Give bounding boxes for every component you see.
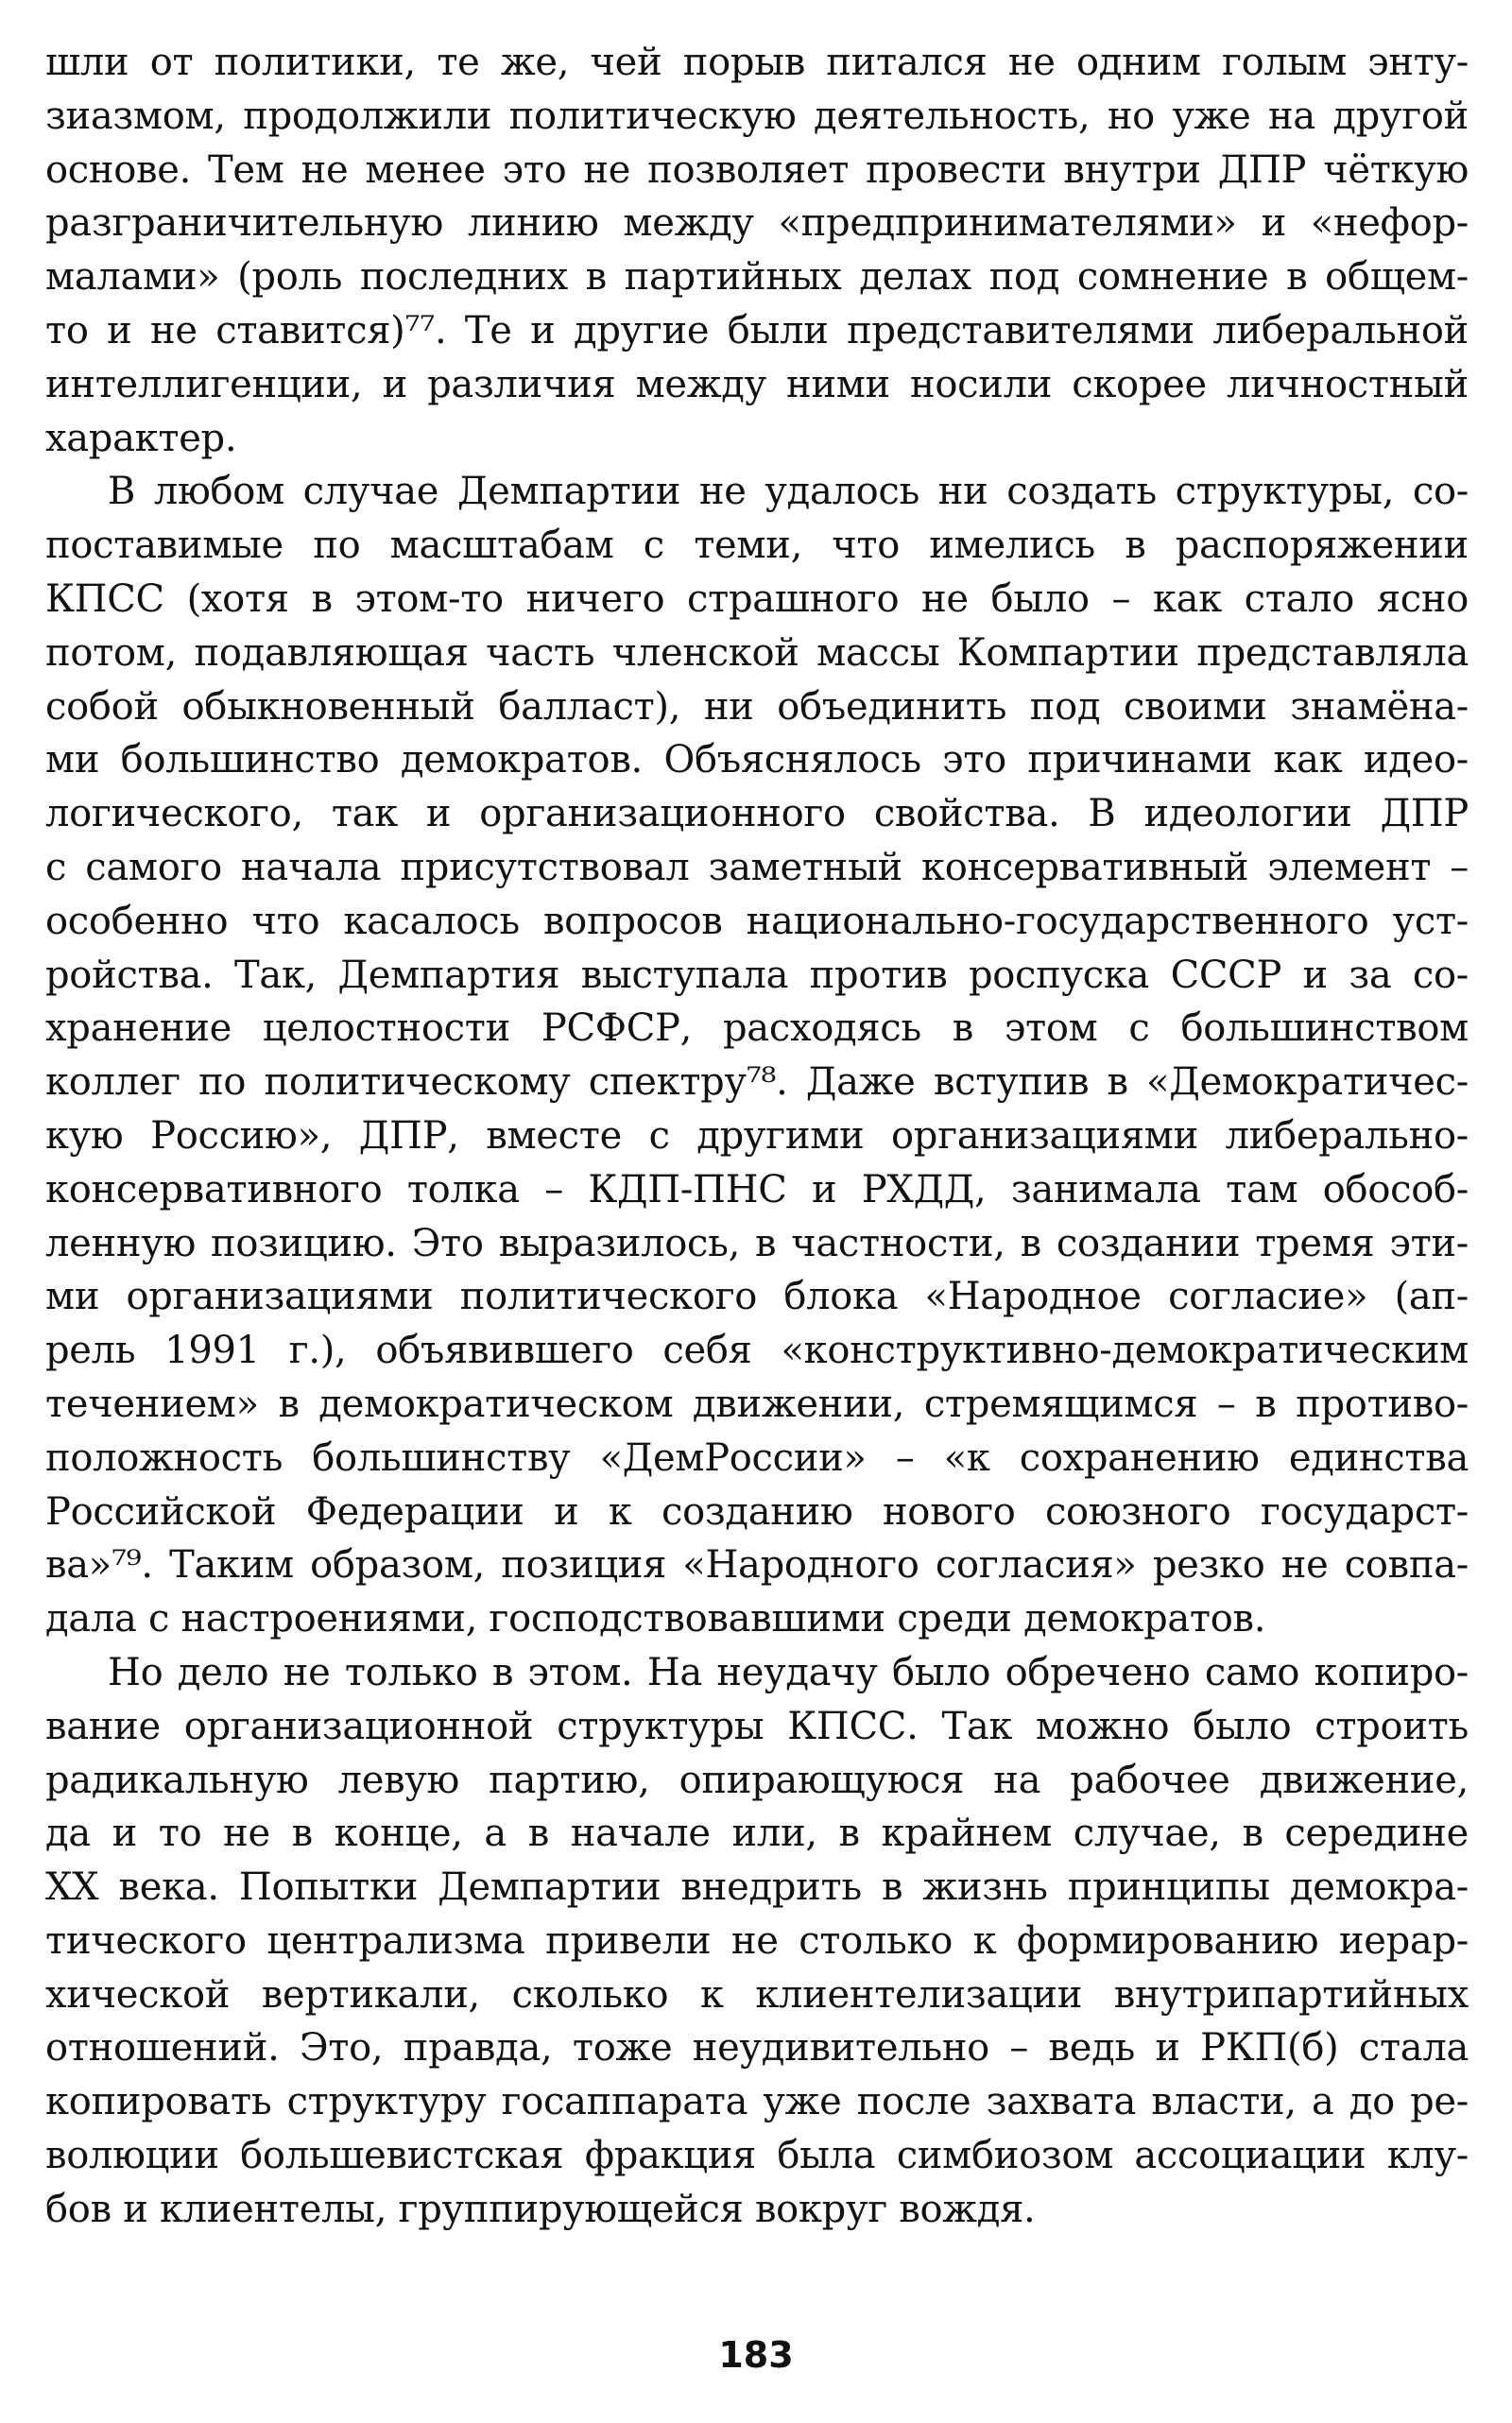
text-line: волюции большевистская фракция была симбиозом ассоциации клу- [45, 2134, 1469, 2178]
text-line: потом, подавляющая часть членской массы Компартии представляла [45, 630, 1469, 675]
text-line: бов и клиентелы, группирующейся вокруг вождя. [45, 2187, 1036, 2231]
text-line: с самого начала присутствовал заметный консервативный элемент – [45, 845, 1469, 889]
text-line: коллег по политическому спектру⁷⁸. Даже вступив в «Демократичес- [45, 1060, 1469, 1105]
text-line: тического централизма привели не столько к формированию иерар- [45, 1918, 1469, 1963]
text-line: В любом случае Демпартии не удалось ни создать структуры, со- [108, 470, 1469, 514]
paragraph [45, 465, 1469, 1646]
text-line: ми организациями политического блока «Народное согласие» (ап- [45, 1275, 1469, 1319]
text-line: особенно что касалось вопросов национально-государственного уст- [45, 899, 1469, 943]
text-line: вание организационной структуры КПСС. Так можно было строить [45, 1704, 1469, 1748]
text-line: ми большинство демократов. Объяснялось это причинами как идео- [45, 738, 1469, 782]
text-line: разграничительную линию между «предпринимателями» и «нефор- [45, 201, 1469, 246]
text-line: рель 1991 г.), объявившего себя «конструктивно-демократическим [45, 1329, 1469, 1373]
text-line: КПСС (хотя в этом-то ничего страшного не было – как стало ясно [45, 576, 1469, 621]
text-line: зиазмом, продолжили политическую деятельность, но уже на другой [45, 94, 1469, 138]
text-line: XX века. Попытки Демпартии внедрить в жизнь принципы демокра- [45, 1865, 1469, 1910]
text-line: то и не ставится)⁷⁷. Те и другие были представителями либеральной [45, 308, 1469, 352]
text-line: хической вертикали, сколько к клиентелизации внутрипартийных [45, 1972, 1469, 2017]
text-line: ленную позицию. Это выразилось, в частности, в создании тремя эти- [45, 1221, 1469, 1265]
text-line: Но дело не только в этом. На неудачу было обречено само копиро- [108, 1650, 1469, 1694]
text-line: положность большинству «ДемРоссии» – «к сохранению единства [45, 1435, 1469, 1480]
page-body [45, 36, 1469, 2237]
page-number: 183 [718, 2334, 794, 2376]
text-line: дала с настроениями, господствовавшими среди демократов. [45, 1597, 1266, 1641]
text-line: собой обыкновенный балласт), ни объединить под своими знамёна- [45, 684, 1469, 729]
text-line: логического, так и организационного свойства. В идеологии ДПР [45, 792, 1469, 836]
text-line: основе. Тем не менее это не позволяет провести внутри ДПР чёткую [45, 147, 1469, 192]
text-line: ва»⁷⁹. Таким образом, позиция «Народного согласия» резко не совпа- [45, 1543, 1469, 1588]
text-line: отношений. Это, правда, тоже неудивительно – ведь и РКП(б) стала [45, 2026, 1469, 2071]
paragraph [45, 36, 1469, 465]
text-line: да и то не в конце, а в начале или, в крайнем случае, в середине [45, 1812, 1469, 1856]
text-line: радикальную левую партию, опирающуюся на рабочее движение, [45, 1758, 1469, 1802]
text-line: консервативного толка – КДП-ПНС и РХДД, занимала там обособ- [45, 1167, 1469, 1212]
text-line: шли от политики, те же, чей порыв питался не одним голым энту- [45, 41, 1469, 84]
text-line: кую Россию», ДПР, вместе с другими организациями либерально- [45, 1113, 1469, 1158]
text-line: малами» (роль последних в партийных делах под сомнение в общем- [45, 255, 1469, 300]
paragraph [45, 1646, 1469, 2237]
text-line: течением» в демократическом движении, стремящимся – в противо- [45, 1382, 1469, 1426]
text-line: хранение целостности РСФСР, расходясь в этом с большинством [45, 1006, 1469, 1051]
text-line: Российской Федерации и к созданию нового союзного государст- [45, 1489, 1469, 1534]
text-line: копировать структуру госаппарата уже после захвата власти, а до ре- [45, 2080, 1469, 2124]
text-line: поставимые по масштабам с теми, что имелись в распоряжении [45, 524, 1469, 568]
text-line: характер. [45, 416, 237, 460]
text-line: интеллигенции, и различия между ними носили скорее личностный [45, 362, 1469, 406]
text-line: ройства. Так, Демпартия выступала против роспуска СССР и за со- [45, 953, 1469, 997]
